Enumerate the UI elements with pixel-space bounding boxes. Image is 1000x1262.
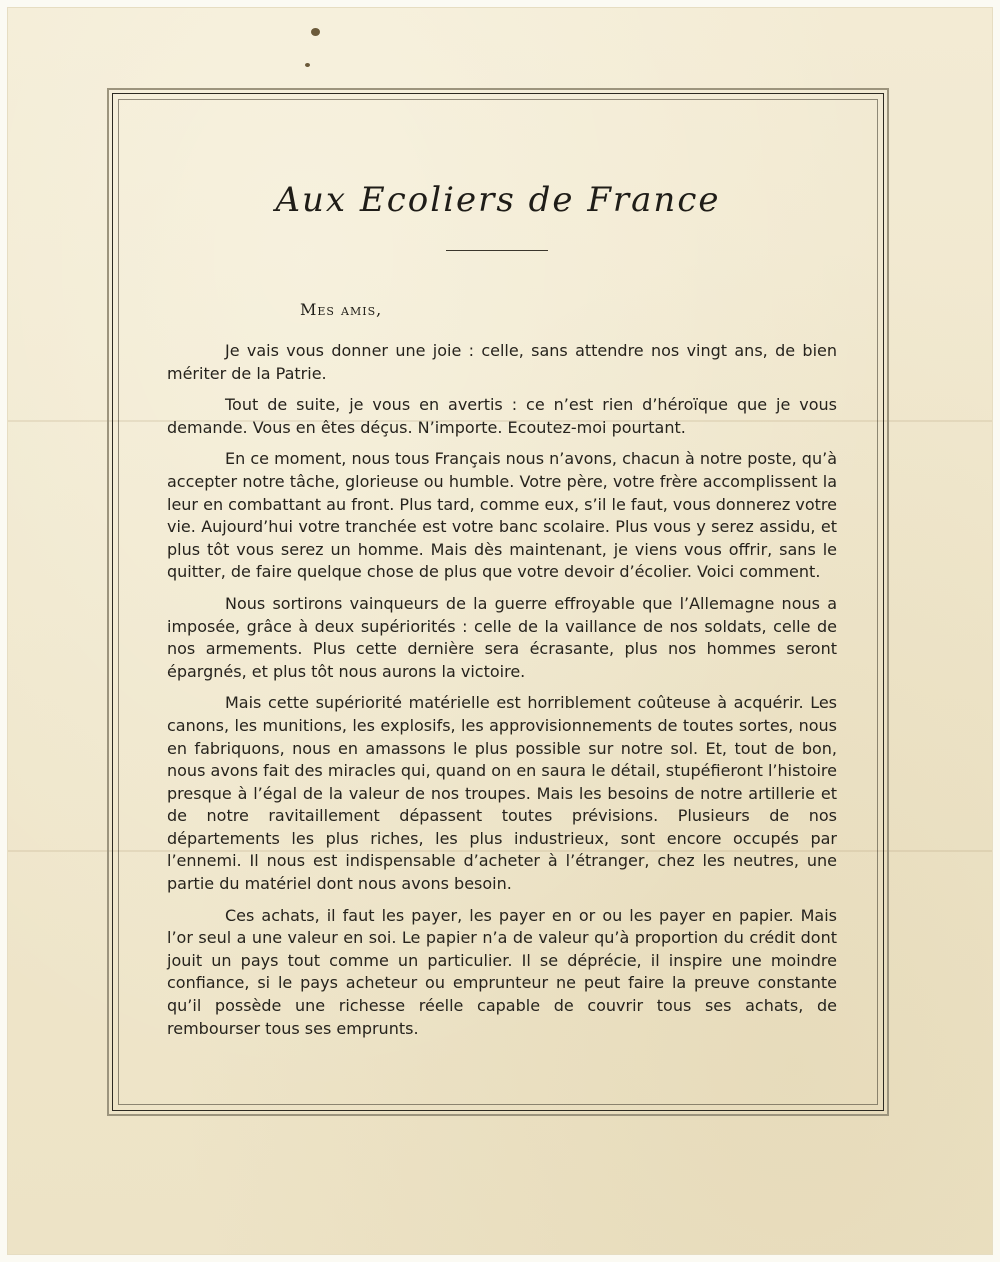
ink-spot (305, 63, 310, 67)
ink-spot (311, 28, 320, 36)
title-underline (446, 250, 548, 251)
paragraph: Je vais vous donner une joie : celle, sans attendre nos vingt ans, de bien mériter de la Patrie. (167, 341, 837, 383)
paragraph: Tout de suite, je vous en avertis : ce n’est rien d’héroïque que je vous demande. Vous en êtes déçus. N’importe. Ecoutez-moi pourtant. (167, 395, 837, 437)
document-title: Aux Ecoliers de France (275, 180, 721, 220)
salutation: Mes amis, (300, 300, 383, 319)
letter-body (167, 340, 837, 1049)
paragraph: Mais cette supériorité matérielle est horriblement coûteuse à acquérir. Les canons, les munitions, les explosifs, les approvisionnements de toutes sortes, nous en fabriquons, nous en amassons le plus possible sur notre sol. Et, tout de bon, nous avons fait des miracles qui, quand on en saura le détail, stupéfieront l’histoire presque à l’égal de la valeur de nos troupes. Mais les besoins de notre artillerie et de notre ravitaillement dépassent toutes prévisions. Plusieurs de nos départements les plus riches, les plus industrieux, sont encore occupés par l’ennemi. Il nous est indispensable d’acheter à l’étranger, chez les neutres, une partie du matériel dont nous avons besoin. (167, 693, 837, 894)
paragraph: Nous sortirons vainqueurs de la guerre effroyable que l’Allemagne nous a imposée, grâce à deux supériorités : celle de la vaillance de nos soldats, celle de nos armements. Plus cette dernière sera écrasante, plus nos hommes seront épargnés, et plus tôt nous aurons la victoire. (167, 593, 837, 681)
paragraph: Ces achats, il faut les payer, les payer en or ou les payer en papier. Mais l’or seul a une valeur en soi. Le papier n’a de valeur qu’à proportion du crédit dont jouit un pays tout comme un particulier. Il se déprécie, il inspire une moindre confiance, si le pays acheteur ou emprunteur ne peut faire la preuve constante qu’il possède une richesse réelle capable de couvrir tous ses achats, de rembourser tous ses emprunts. (167, 905, 837, 1038)
paragraph: En ce moment, nous tous Français nous n’avons, chacun à notre poste, qu’à accepter notre tâche, glorieuse ou humble. Votre père, votre frère accomplissent la leur en combattant au front. Plus tard, comme eux, s’il le faut, vous donnerez votre vie. Aujourd’hui votre tranchée est votre banc scolaire. Plus vous y serez assidu, et plus tôt vous serez un homme. Mais dès maintenant, je viens vous offrir, sans le quitter, de faire quelque chose de plus que votre devoir d’écolier. Voici comment. (167, 449, 837, 582)
